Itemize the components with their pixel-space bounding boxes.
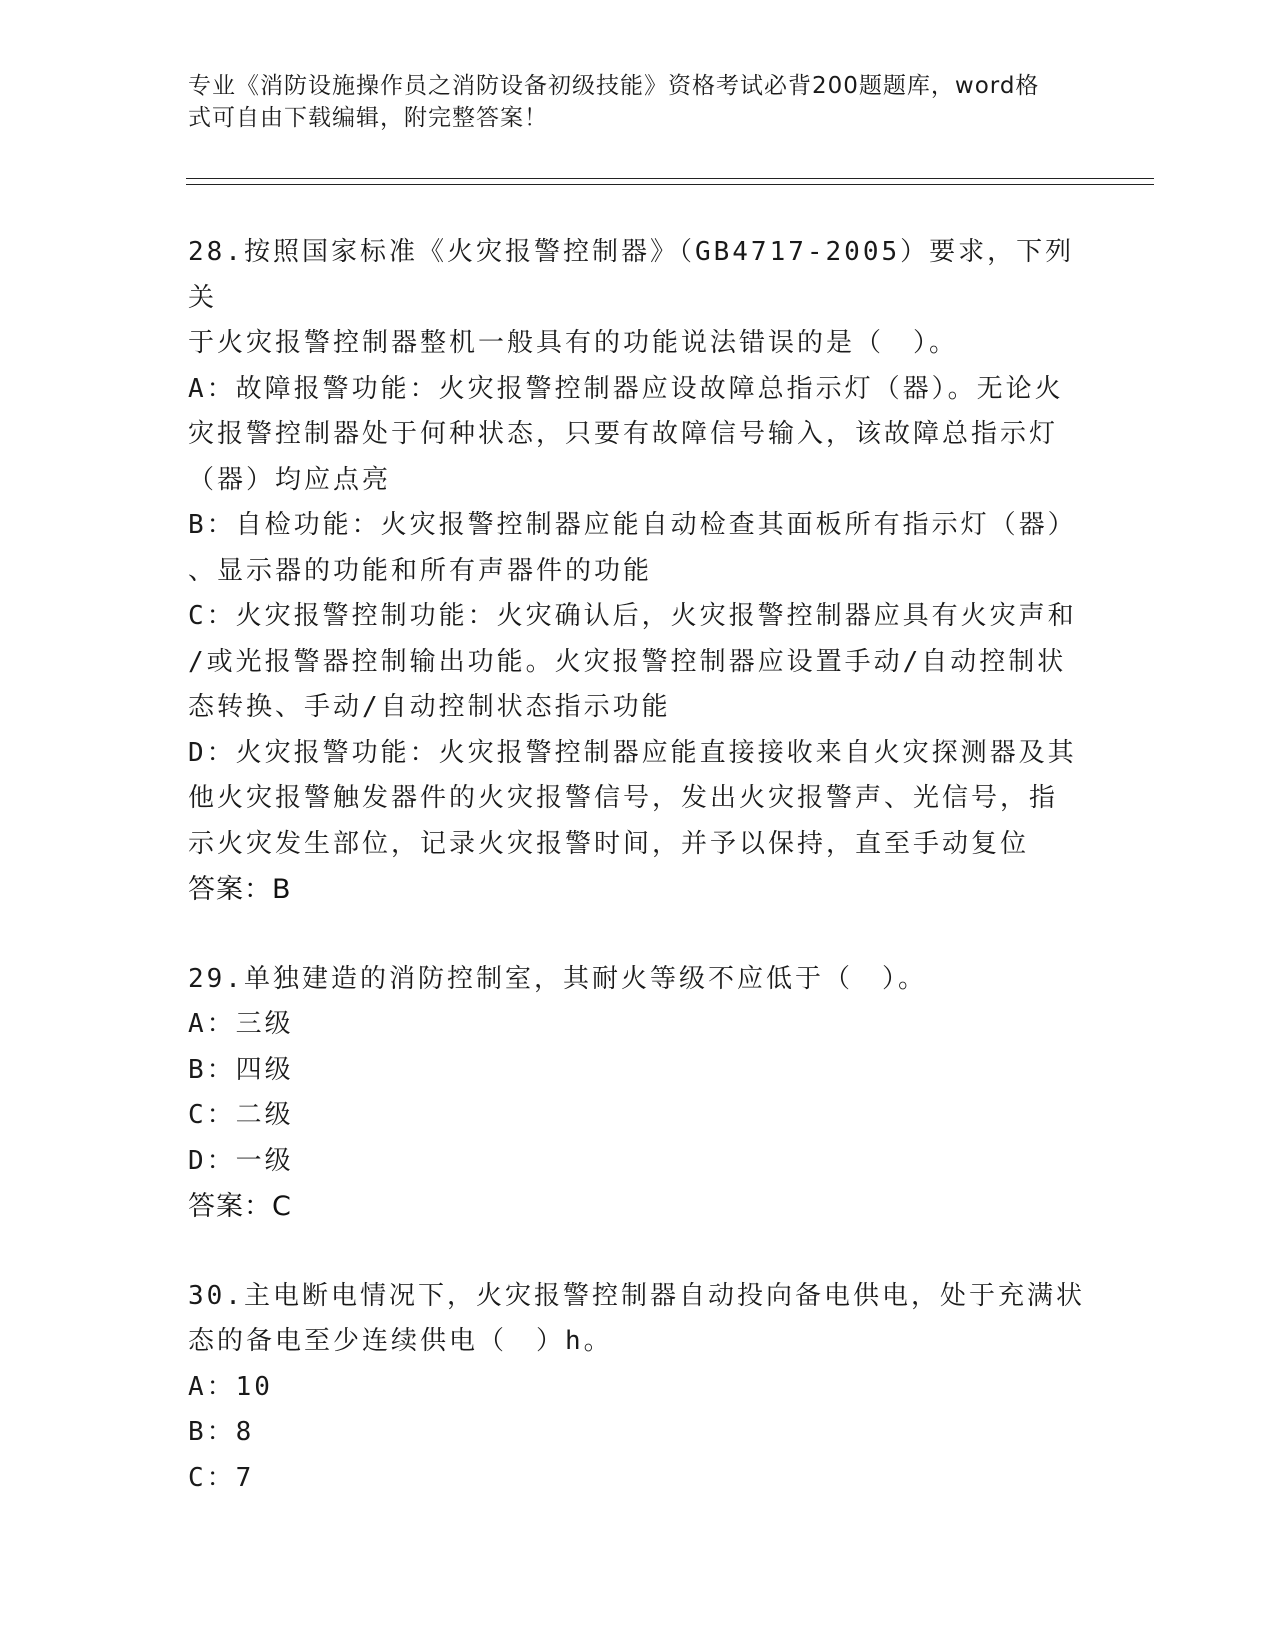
option-d: 他火灾报警触发器件的火灾报警信号，发出火灾报警声、光信号，指 xyxy=(188,783,1059,813)
option-b: B：自检功能：火灾报警控制器应能自动检查其面板所有指示灯（器） xyxy=(188,510,1077,540)
option-b: 、显示器的功能和所有声器件的功能 xyxy=(188,555,653,586)
question-29 xyxy=(188,957,1088,1230)
question-stem: 态的备电至少连续供电（ ）h。 xyxy=(188,1326,613,1356)
document-header xyxy=(188,70,1068,134)
option-d: D：一级 xyxy=(188,1145,294,1176)
answer-label: 答案：B xyxy=(188,874,292,905)
header-line: 专业《消防设施操作员之消防设备初级技能》资格考试必背200题题库，word格 xyxy=(188,73,1040,99)
question-list xyxy=(188,230,1088,1501)
question-stem: 28.按照国家标准《火灾报警控制器》（GB4717-2005）要求，下列关 xyxy=(188,237,1075,313)
option-c: C：二级 xyxy=(188,1100,294,1130)
option-a: （器）均应点亮 xyxy=(188,464,392,495)
option-c: C：7 xyxy=(188,1462,255,1493)
answer-label: 答案：C xyxy=(188,1191,292,1222)
option-a: A：10 xyxy=(188,1371,273,1402)
header-line: 式可自由下载编辑，附完整答案！ xyxy=(188,105,548,131)
option-d: D：火灾报警功能：火灾报警控制器应能直接接收来自火灾探测器及其 xyxy=(188,737,1077,768)
option-a: 灾报警控制器处于何种状态，只要有故障信号输入，该故障总指示灯 xyxy=(188,419,1059,449)
option-a: A：三级 xyxy=(188,1009,294,1039)
question-stem: 30.主电断电情况下，火灾报警控制器自动投向备电供电，处于充满状 xyxy=(188,1280,1085,1311)
question-28 xyxy=(188,230,1088,913)
option-c: /或光报警器控制输出功能。火灾报警控制器应设置手动/自动控制状 xyxy=(188,646,1067,677)
option-b: B：8 xyxy=(188,1417,255,1447)
option-a: A：故障报警功能：火灾报警控制器应设故障总指示灯（器）。无论火 xyxy=(188,373,1064,404)
question-stem: 29.单独建造的消防控制室，其耐火等级不应低于（ ）。 xyxy=(188,963,927,994)
option-d: 示火灾发生部位，记录火灾报警时间，并予以保持，直至手动复位 xyxy=(188,828,1030,859)
question-30 xyxy=(188,1274,1088,1502)
option-b: B：四级 xyxy=(188,1054,294,1085)
question-stem: 于火灾报警控制器整机一般具有的功能说法错误的是（ ）。 xyxy=(188,328,959,358)
option-c: C：火灾报警控制功能：火灾确认后，火灾报警控制器应具有火灾声和 xyxy=(188,601,1077,631)
option-c: 态转换、手动/自动控制状态指示功能 xyxy=(188,692,671,722)
header-divider xyxy=(186,178,1154,185)
